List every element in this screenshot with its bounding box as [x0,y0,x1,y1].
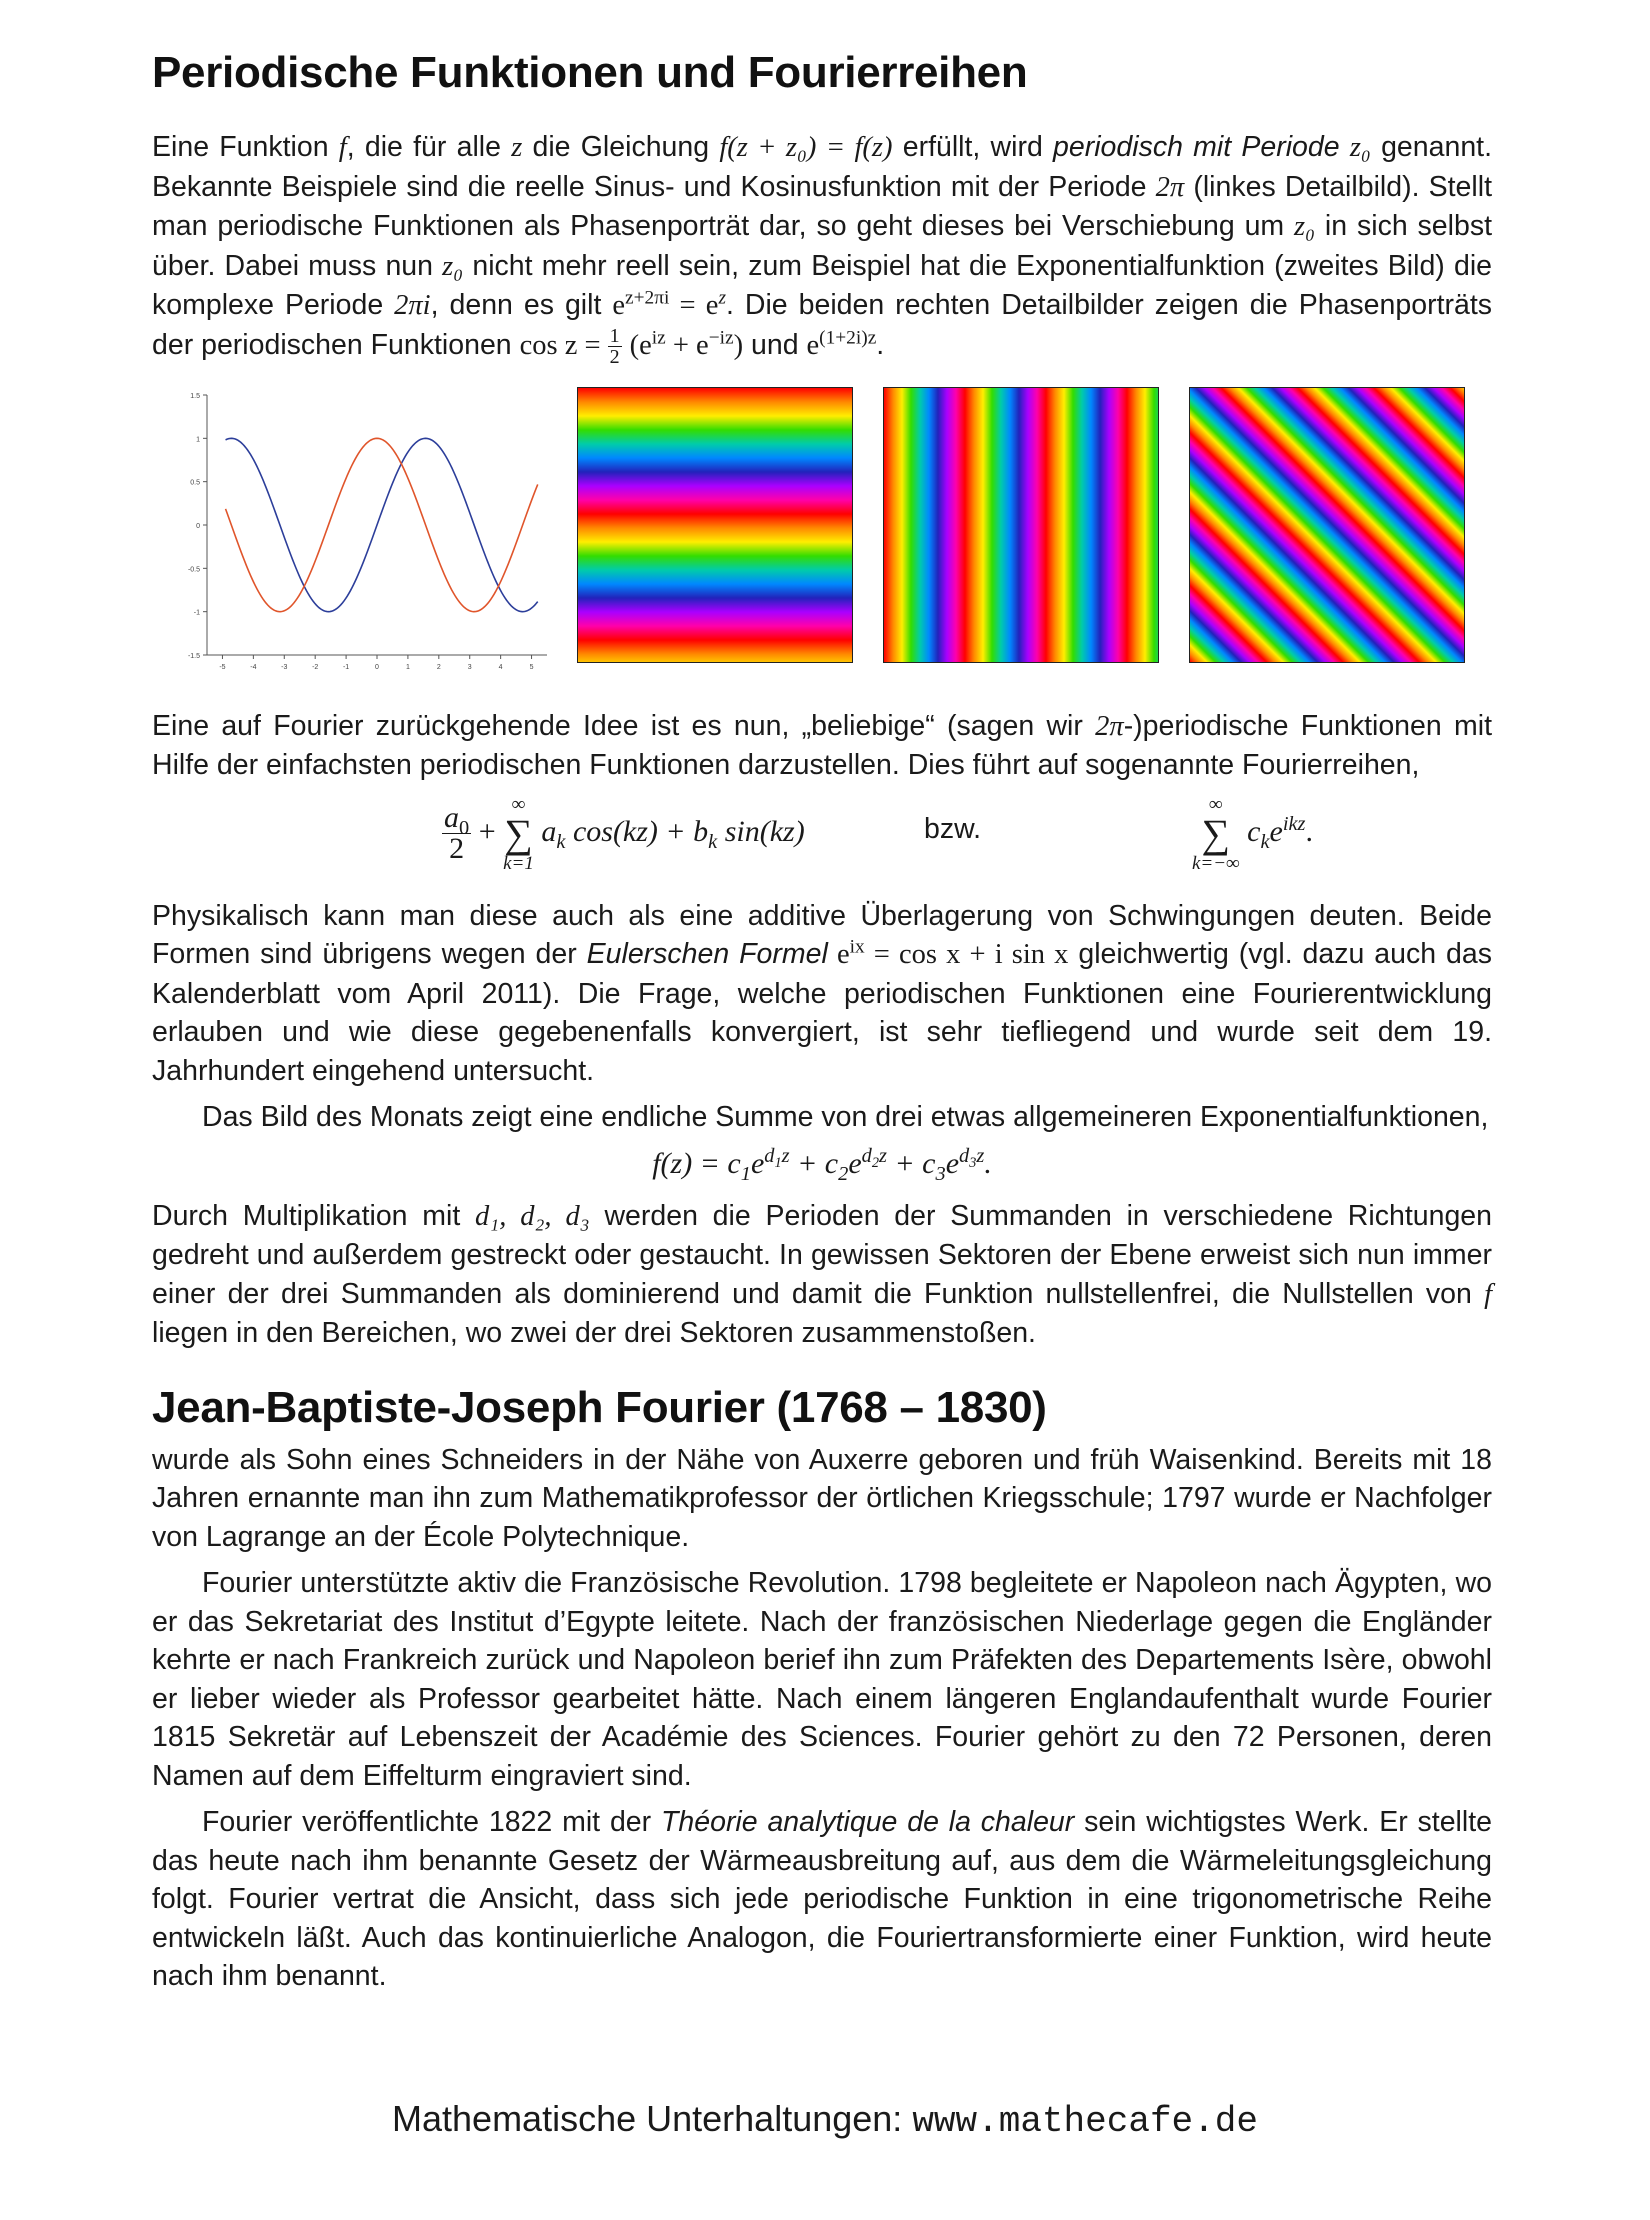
x-tick-label: 5 [529,663,534,671]
sum-lower-limit: k=1 [503,852,534,874]
paragraph-multiplication [152,1197,1492,1353]
sum-upper-limit: ∞ [511,793,526,815]
math-z: z [879,1144,887,1167]
math-exp: e [827,939,850,970]
sum-k-1 [503,795,534,873]
x-tick-label: -4 [250,663,257,671]
math-subscript: 1 [740,1162,751,1185]
page [152,40,1492,1996]
series-line-sinx [226,438,538,611]
paragraph-fourier-idea [152,707,1492,785]
phase-portrait-cos [883,387,1159,663]
math-z: z [511,132,523,163]
y-tick-label: 0 [196,522,200,530]
math-exp: = e [669,290,719,321]
sum-symbol: ∑ [1201,810,1231,856]
x-tick-label: -1 [342,663,350,671]
x-tick-label: 2 [436,663,441,671]
math-superscript: (1+2i)z [819,327,877,349]
math-superscript: ikz [1282,812,1306,835]
text: werden die Perioden der Summanden in verschiedene Richtungen gedreht und außerdem gestreckt oder gestaucht. In gewissen Sektoren der Ebene erweist sich nun immer einer der drei Summanden als dominierend und damit die Funktion nullstellenfrei, die Nullstellen von [152,1199,1492,1310]
text: . [876,328,885,361]
math-2pi: 2π [1155,171,1185,203]
text: Physikalisch kann man diese auch als eine additive Überlagerung von Schwingungen deuten. Beide Formen sind übrigens wegen der [152,899,1492,970]
y-tick-label: -1.5 [187,652,200,660]
x-tick-label: -3 [281,663,288,671]
math-subscript: 2 [838,1162,849,1185]
footer [0,2098,1650,2142]
text: in sich selbst über. Dabei muss nun [152,210,1492,282]
math-term: + c [886,1146,936,1180]
text: . Die beiden rechten Detailbilder zeigen die Phasenporträts der periodischen Funktionen [152,289,1492,361]
math-exp: e [945,1146,960,1180]
math-dot: . [984,1146,992,1180]
math-exp: + e [665,329,709,361]
math-2pi: 2π [1095,710,1124,742]
y-tick-label: -1 [193,609,200,617]
math-exp: e [612,290,626,321]
footer-label: Mathematische Unterhaltungen: [392,2098,913,2139]
detail-figures [152,387,1492,677]
text: die Gleichung [522,131,720,163]
x-tick-label: 0 [375,663,379,671]
math-a: a [541,814,557,848]
text: -)periodische Funktionen mit Hilfe der einfachsten periodischen Funktionen darzustellen. Dies führt auf sogenannte Fourierreihen, [152,709,1493,781]
math-periodicity-equation: f(z + z₀) = f(z) [719,132,893,163]
y-tick-label: 1.5 [190,392,200,400]
y-tick-label: 0.5 [190,479,200,487]
paragraph-bio-1: wurde als Sohn eines Schneiders in der Nähe von Auxerre geboren und früh Waisenkind. Bereits mit 18 Jahren ernannte man ihn zum Mathematikprofessor der örtlichen Kriegsschule; 1797 wurde er Nachfolger von Lagrange an der École Polytechnique. [152,1443,1492,1553]
math-subscript: k [1260,830,1270,853]
text: (linkes Detailbild). Stellt man periodische Funktionen als Phasenporträt dar, so geht dieses bei Verschiebung um [152,170,1492,242]
math-a: a [444,801,459,834]
math-f: f [338,132,347,163]
x-tick-label: 1 [405,663,410,671]
text: nicht mehr reell sein, zum Beispiel hat die Exponentialfunktion (zweites Bild) die komplexe Periode [152,249,1492,321]
text: Eine Funktion [152,131,339,163]
formula-fourier-series [152,795,1492,879]
paragraph-bild-des-monats: Das Bild des Monats zeigt eine endliche Summe von drei etwas allgemeineren Exponentialfunktionen, [202,1101,1489,1133]
section-heading-fourier-bio: Jean-Baptiste-Joseph Fourier (1768 – 1830) [152,1382,1047,1432]
text: liegen in den Bereichen, wo zwei der drei Sektoren zusammenstoßen. [152,1317,1036,1349]
sum-upper-limit: ∞ [1209,793,1223,815]
math-superscript: z+2πi [625,287,670,309]
math-subscript: 3 [969,1154,977,1171]
y-tick-label: -0.5 [187,565,200,573]
sum-lower-limit: k=−∞ [1192,852,1240,874]
math-paren: ) [733,329,744,361]
formula-complex-form [1192,795,1313,873]
text: sein wichtigstes Werk. Er stellte das heute nach ihm benannte Gesetz der Wärmeausbreitung auf, aus dem die Wärmeleitungsgleichung folgt. Fourier vertrat die Ansicht, dass sich jede periodische Funktion in eine trigonometrische Reihe entwickeln läßt. Auch das kontinuierliche Analogon, die Fouriertransformierte einer Funktion, wird heute nach ihm benannt. [152,1806,1492,1992]
formula-real-form [442,795,805,873]
math-2pii: 2πi [394,290,431,321]
fraction-numerator: 1 [609,324,620,347]
fraction-a0-2 [442,803,471,864]
x-tick-label: -5 [219,663,226,671]
math-subscript: k [708,830,718,853]
math-exp: e [750,1146,765,1180]
math-subscript: 1 [774,1154,782,1171]
math-cos: cos z = [519,329,608,361]
footer-url-link[interactable]: www.mathecafe.de [912,2101,1258,2142]
sum-symbol: ∑ [504,810,533,856]
math-subscript: 2 [871,1154,879,1171]
fraction-denominator: 2 [609,345,620,368]
math-exp: (e [629,329,652,361]
math-z: z [976,1144,985,1167]
math-subscript: k [556,830,566,853]
text: gleichwertig (vgl. dazu auch das Kalenderblatt vom April 2011). Die Frage, welche periodischen Funktionen eine Fourierentwicklung erlauben und wie diese gegebenenfalls konvergiert, ist sehr tiefliegend und wurde seit dem 19. Jahrhundert eingehend untersucht. [152,938,1492,1087]
math-plus: + [478,814,496,848]
math-c: c [1247,814,1261,848]
fraction-numerator [442,801,471,839]
math-term: sin(kz) [717,814,805,848]
section-heading-periodische: Periodische Funktionen und Fourierreihen [152,48,1028,97]
paragraph-bio-2: Fourier unterstützte aktiv die Französische Revolution. 1798 begleitete er Napoleon nach Ägypten, wo er das Sekretariat des Institut d’Egypte leitete. Nach der französischen Niederlage gegen die Engländer kehrte er nach Frankreich zurück und Napoleon berief ihn zum Präfekten des Departements Isère, obwohl er lieber wieder als Professor gearbeitet hätte. Nach einem längeren Englandaufenthalt wurde Fourier 1815 Sekretär auf Lebenszeit der Académie des Sciences. Fourier gehört zu den 72 Personen, deren Namen auf dem Eiffelturm eingraviert sind. [152,1567,1492,1792]
series-line-cosx [226,438,538,611]
x-tick-label: -2 [312,663,319,671]
fraction-denominator: 2 [449,832,465,865]
math-fraction-half [608,326,622,367]
math-term: + c [789,1146,839,1180]
phase-portrait-exp [577,387,853,663]
math-exp: e [806,329,820,361]
text: und [743,328,807,361]
math-d: d [861,1144,872,1167]
text: Eine auf Fourier zurückgehende Idee ist es nun, „beliebige“ (sagen wir [152,709,1096,742]
paragraph-bio-3 [152,1803,1492,1996]
math-d123: d₁, d₂, d₃ [475,1200,590,1232]
text: erfüllt, wird [892,131,1054,163]
text: Durch Multiplikation mit [152,1199,476,1232]
math-exp: e [848,1146,862,1180]
math-superscript: iz [651,327,666,349]
math-euler-formula: = cos x + i sin x [864,939,1069,970]
math-z0: z₀ [442,250,464,282]
math-term: f(z) = c [652,1146,741,1180]
sine-cosine-plot [152,387,552,672]
formula-sum-three [152,1144,1492,1185]
math-term: cos(kz) + b [565,814,709,848]
math-z0: z₀ [1294,211,1316,242]
math-z: z [781,1144,790,1167]
text: genannt. Bekannte Beispiele sind die reelle Sinus- und Kosinusfunktion mit der Periode [152,131,1493,203]
x-tick-label: 3 [467,663,472,671]
plot-layer [188,393,547,671]
x-tick-label: 4 [498,663,503,671]
text-bzw: bzw. [924,812,982,845]
y-tick-label: 1 [196,435,200,443]
math-f: f [1484,1278,1492,1310]
paragraph-intro [152,128,1492,367]
math-superscript: z [718,287,726,309]
phase-portrait-exp-1-2i [1189,387,1465,663]
math-dot: . [1305,814,1313,848]
emphasis-euler: Eulerschen Formel [586,938,828,970]
math-d: d [959,1144,970,1167]
math-superscript: ix [849,936,865,958]
math-exp: e [1269,814,1283,848]
math-d: d [764,1144,775,1167]
math-z0: z₀ [1349,132,1371,163]
math-superscript: −iz [708,327,734,349]
emphasis-book-title: Théorie analytique de la chaleur [660,1806,1075,1838]
math-subscript: 3 [935,1162,946,1185]
text: , die für alle [346,131,512,163]
paragraph-physical [152,897,1492,1091]
text: , denn es gilt [430,289,613,321]
sum-k-inf [1192,795,1240,873]
math-subscript: 0 [459,817,470,839]
emphasis-periodic: periodisch mit Periode [1053,131,1340,163]
text: Fourier veröffentlichte 1822 mit der [202,1806,661,1838]
